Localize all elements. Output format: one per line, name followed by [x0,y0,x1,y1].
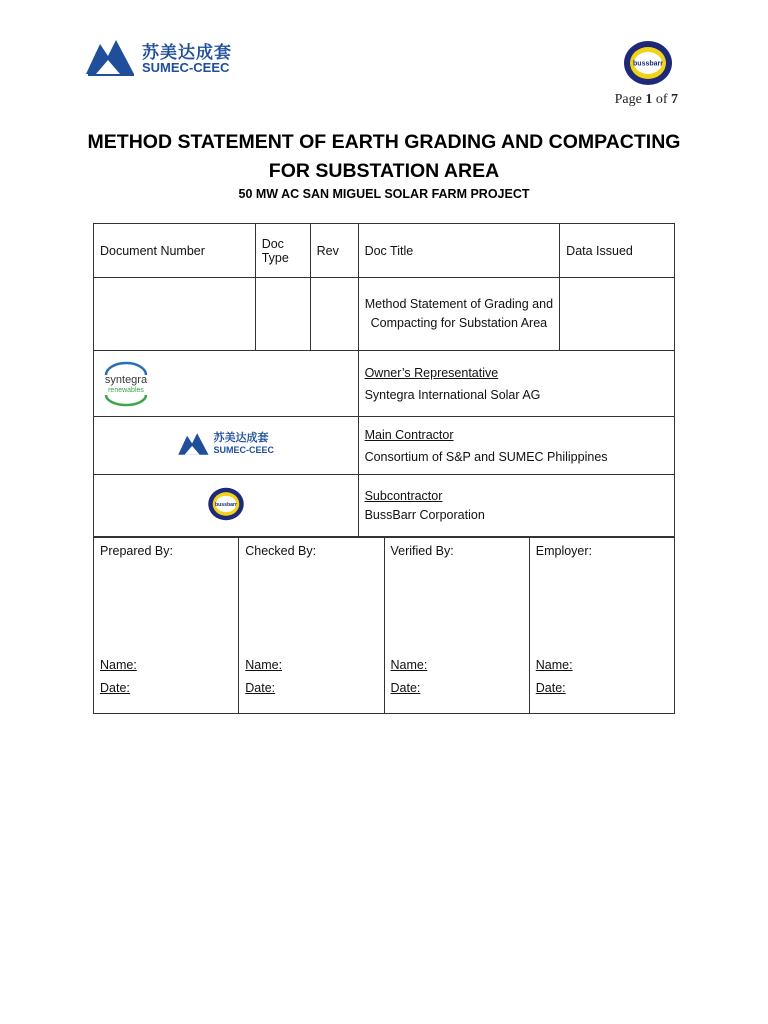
sumec-ceec-small-logo [178,432,275,456]
bussbarr-small-logo-text: bussbarr [214,501,237,508]
sumec-ceec-logo [86,38,246,78]
contractor-row [94,417,675,475]
subcontractor-label: Subcontractor [364,489,443,503]
signature-label: Prepared By: [100,544,173,558]
signature-name-label: Name: [245,658,283,672]
signature-name-label: Name: [100,658,137,672]
syntegra-logo [100,361,352,407]
value-doc-title: Method Statement of Grading and Compacting for Substation Area [358,278,560,351]
contractor-logo-en: SUMEC-CEEC [213,445,275,455]
doc-table-values-row [94,278,675,351]
page-number: Page 1 of 7 [614,92,678,107]
contractor-value: Consortium of S&P and SUMEC Philippines [364,449,608,464]
signature-checked-by [239,538,384,714]
signature-date-label: Date: [245,681,276,695]
signature-verified-by [384,538,529,714]
signature-employer [529,538,674,714]
value-date-issued [560,278,675,351]
header-doc-type: Doc Type [255,224,310,278]
document-info-table [93,223,675,537]
sumec-mountain-small-icon [178,432,210,456]
signature-prepared-by [94,538,239,714]
subcontractor-logo-cell [94,475,359,537]
value-doc-type [255,278,310,351]
contractor-label: Main Contractor [364,427,454,442]
title-line-2: FOR SUBSTATION AREA [268,160,500,182]
owner-label: Owner’s Representative [364,365,499,380]
signature-table [93,537,675,714]
bussbarr-logo [623,40,673,86]
sumec-mountain-icon [86,38,136,76]
signature-date-label: Date: [535,681,566,695]
document-title [0,128,768,186]
owner-value: Syntegra International Solar AG [364,387,541,402]
signature-row [94,538,675,714]
signature-date-label: Date: [390,681,421,695]
title-line-1: METHOD STATEMENT OF EARTH GRADING AND COMPACTING [87,131,681,153]
value-rev [310,278,358,351]
signature-label: Verified By: [390,544,454,558]
doc-table-header-row [94,224,675,278]
bussbarr-small-logo [207,487,245,521]
owner-row [94,351,675,417]
contractor-logo-cn: 苏美达成套 [213,431,269,444]
owner-info-cell [358,351,674,417]
contractor-logo-cell [94,417,359,475]
signature-name-label: Name: [390,658,428,672]
value-document-number [94,278,256,351]
syntegra-logo-bottom: renewables [108,386,144,394]
contractor-info-cell [358,417,674,475]
logo-text-chinese: 苏美达成套 [142,43,232,63]
signature-label: Checked By: [245,544,317,558]
owner-logo-cell [94,351,359,417]
header-rev: Rev [310,224,358,278]
signature-name-label: Name: [535,658,573,672]
subcontractor-info-cell [358,475,674,537]
bussbarr-logo-text: bussbarr [633,60,663,68]
header-document-number: Document Number [94,224,256,278]
header-doc-title: Doc Title [358,224,560,278]
signature-date-label: Date: [100,681,130,695]
logo-text-english: SUMEC-CEEC [142,60,230,75]
subcontractor-row [94,475,675,537]
subcontractor-value: BussBarr Corporation [364,508,485,522]
syntegra-logo-top: syntegra [104,373,148,386]
project-subtitle: 50 MW AC SAN MIGUEL SOLAR FARM PROJECT [238,187,530,201]
signature-label: Employer: [535,544,593,558]
header-date-issued: Data Issued [560,224,675,278]
